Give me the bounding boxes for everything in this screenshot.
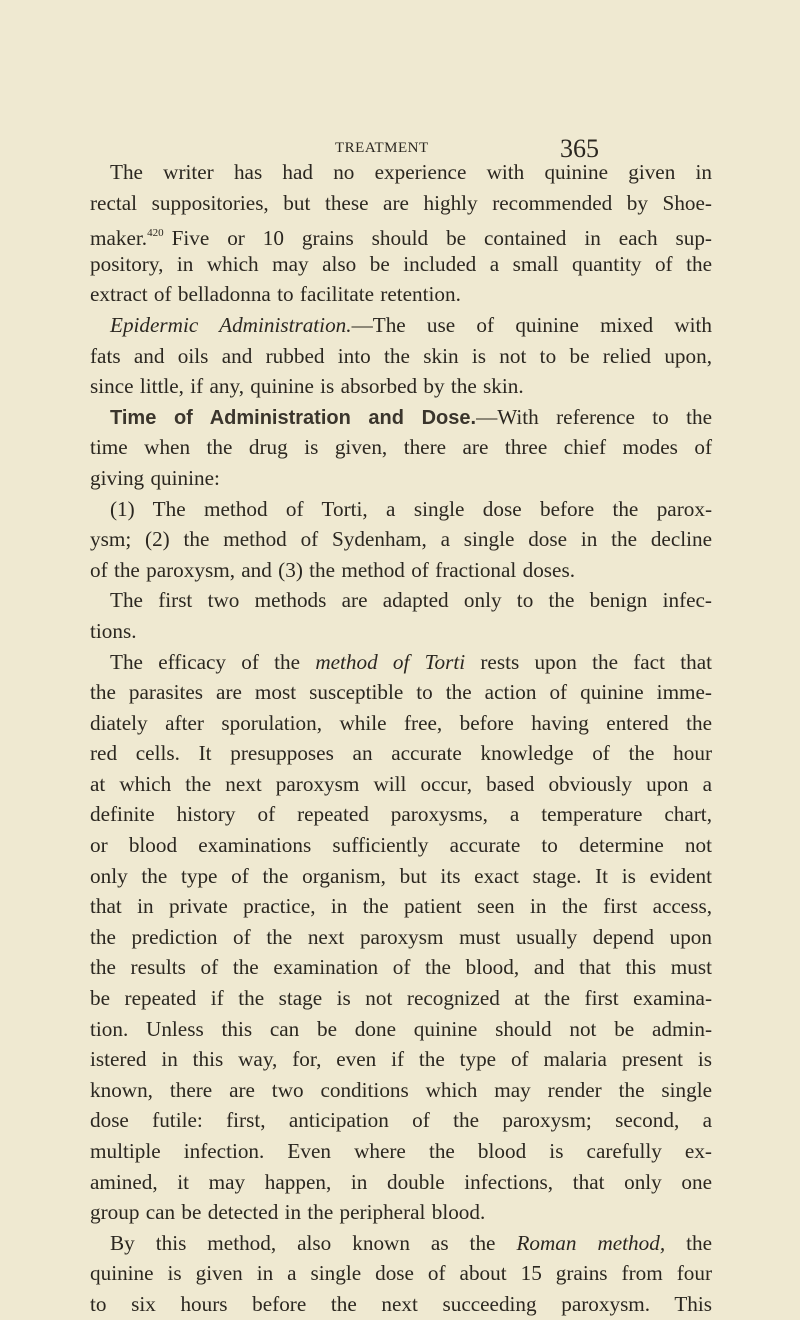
text-segment: pository, in which may also be included a small quantity of the xyxy=(90,251,712,276)
text-segment: giving quinine: xyxy=(90,465,220,490)
text-segment: of the paroxysm, and (3) the method of fractional doses. xyxy=(90,557,575,582)
section-heading: Time of Administration and Dose. xyxy=(110,406,477,429)
text-segment: extract of belladonna to facilitate retention. xyxy=(90,282,461,307)
paragraph xyxy=(90,1228,712,1320)
italic-text: Roman method, xyxy=(516,1230,666,1255)
text-line xyxy=(90,708,712,739)
text-line xyxy=(90,983,712,1014)
text-segment: the prediction of the next paroxysm must usually depend upon xyxy=(90,924,712,949)
text-segment: tion. Unless this can be done quinine should not be admin- xyxy=(90,1016,712,1041)
text-segment: The efficacy of the xyxy=(110,649,316,674)
text-line xyxy=(90,524,712,555)
text-segment: diately after sporulation, while free, before having entered the xyxy=(90,710,712,735)
text-line xyxy=(90,1136,712,1167)
text-segment: —The use of quinine mixed with xyxy=(351,312,712,337)
text-segment: maker. xyxy=(90,226,148,251)
footnote-reference: 420 xyxy=(147,227,164,240)
italic-text: method of Torti xyxy=(315,649,466,674)
text-line xyxy=(90,952,712,983)
text-line xyxy=(90,922,712,953)
text-line xyxy=(90,494,712,525)
text-line xyxy=(90,677,712,708)
text-segment: The writer has had no experience with quinine given in xyxy=(110,160,712,184)
text-segment: quinine is given in a single dose of about 15 grains from four xyxy=(90,1261,712,1286)
paragraph xyxy=(90,585,712,646)
italic-text: Epidermic Administration. xyxy=(110,312,352,337)
text-segment: known, there are two conditions which may render the single xyxy=(90,1077,712,1102)
text-line xyxy=(90,188,712,219)
text-segment: ysm; (2) the method of Sydenham, a single dose in the decline xyxy=(90,527,712,552)
text-segment: rests upon the fact that xyxy=(465,649,712,674)
text-segment: be repeated if the stage is not recognized at the first examina- xyxy=(90,986,712,1011)
text-line xyxy=(90,799,712,830)
text-segment: —With reference to the xyxy=(476,404,712,429)
text-segment: fats and oils and rubbed into the skin is not to be relied upon, xyxy=(90,343,712,368)
text-line xyxy=(90,585,712,616)
text-line xyxy=(90,647,712,678)
text-line xyxy=(90,279,712,310)
text-line xyxy=(90,463,712,494)
text-segment: to six hours before the next succeeding paroxysm. This xyxy=(90,1291,712,1316)
text-segment: By this method, also known as the xyxy=(110,1230,517,1255)
text-segment: time when the drug is given, there are three chief modes of xyxy=(90,435,712,460)
page-number: 365 xyxy=(560,134,599,163)
text-segment: the xyxy=(665,1230,712,1255)
text-segment: multiple infection. Even where the blood is carefully ex- xyxy=(90,1139,712,1163)
text-line xyxy=(90,616,712,647)
text-segment: rectal suppositories, but these are highly recommended by Shoe- xyxy=(90,190,712,215)
text-segment: definite history of repeated paroxysms, a temperature chart, xyxy=(90,802,712,827)
text-segment: only the type of the organism, but its exact stage. It is evident xyxy=(90,863,712,888)
paragraph xyxy=(90,310,712,402)
text-line xyxy=(90,1075,712,1106)
text-segment: or blood examinations sufficiently accurate to determine not xyxy=(90,833,712,858)
text-line xyxy=(90,1258,712,1289)
text-line xyxy=(90,1197,712,1228)
text-line xyxy=(90,891,712,922)
text-line xyxy=(90,310,712,341)
text-line xyxy=(90,738,712,769)
text-line xyxy=(90,432,712,463)
text-segment: group can be detected in the peripheral blood. xyxy=(90,1200,486,1225)
body-text xyxy=(90,157,712,1320)
text-segment: at which the next paroxysm will occur, based obviously upon a xyxy=(90,771,712,796)
text-segment: (1) The method of Torti, a single dose before the parox- xyxy=(110,496,712,521)
text-line xyxy=(90,769,712,800)
text-line xyxy=(90,402,712,433)
text-line xyxy=(90,861,712,892)
text-line xyxy=(90,555,712,586)
text-line xyxy=(90,341,712,372)
text-segment: The first two methods are adapted only to the benign infec- xyxy=(110,588,712,613)
text-line xyxy=(90,1044,712,1075)
text-segment: dose futile: first, anticipation of the paroxysm; second, a xyxy=(90,1108,712,1133)
text-segment: the results of the examination of the blood, and that this must xyxy=(90,955,712,980)
text-segment: red cells. It presupposes an accurate knowledge of the hour xyxy=(90,741,712,766)
text-line xyxy=(90,249,712,280)
text-segment: that in private practice, in the patient seen in the first access, xyxy=(90,894,712,919)
text-line xyxy=(90,157,712,188)
text-segment: tions. xyxy=(90,618,137,643)
text-line xyxy=(90,1289,712,1320)
paragraph xyxy=(90,494,712,586)
paragraph xyxy=(90,402,712,494)
text-line xyxy=(90,830,712,861)
text-segment: since little, if any, quinine is absorbed by the skin. xyxy=(90,374,524,399)
paragraph xyxy=(90,157,712,310)
text-line xyxy=(90,371,712,402)
text-segment: Five or 10 grains should be contained in each sup- xyxy=(171,226,712,251)
text-line xyxy=(90,1167,712,1198)
text-line xyxy=(90,1105,712,1136)
text-segment: istered in this way, for, even if the type of malaria present is xyxy=(90,1047,712,1072)
text-line xyxy=(90,1228,712,1259)
text-line xyxy=(90,1014,712,1045)
text-segment: the parasites are most susceptible to the action of quinine imme- xyxy=(90,680,712,705)
text-line xyxy=(90,218,712,249)
running-title: TREATMENT xyxy=(335,140,429,156)
text-segment: amined, it may happen, in double infections, that only one xyxy=(90,1169,712,1194)
paragraph xyxy=(90,647,712,1228)
